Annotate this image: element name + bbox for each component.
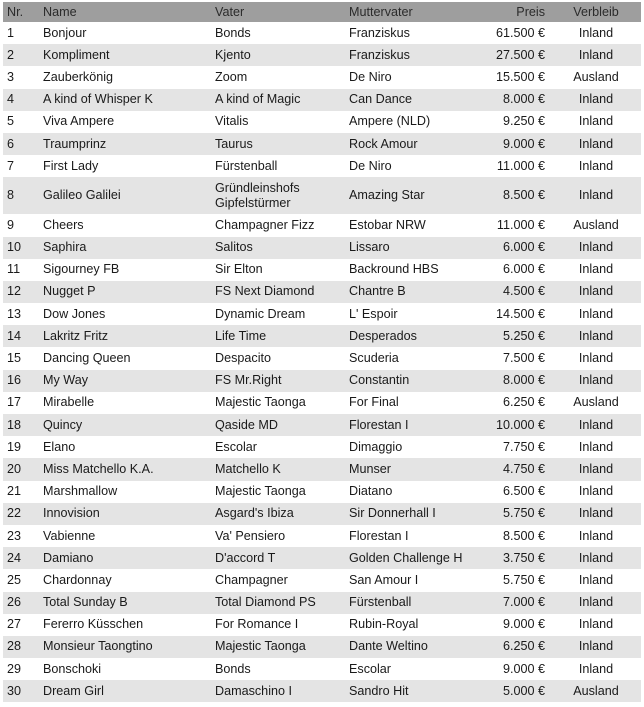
table-body xyxy=(3,22,641,702)
cell-verbleib: Inland xyxy=(578,661,614,676)
cell-nr: 21 xyxy=(7,484,22,499)
cell-vater: Taurus xyxy=(215,136,253,151)
cell-nr: 14 xyxy=(7,328,22,343)
cell-name: Bonjour xyxy=(43,25,87,40)
table-row xyxy=(3,592,641,614)
cell-verbleib: Inland xyxy=(578,328,614,343)
cell-name: Damiano xyxy=(43,550,94,565)
cell-name: Elano xyxy=(43,439,76,454)
table-row xyxy=(3,370,641,392)
cell-muttervater: Can Dance xyxy=(349,92,413,107)
cell-preis: 9.000 € xyxy=(502,661,545,676)
cell-nr: 23 xyxy=(7,528,22,543)
cell-preis: 6.000 € xyxy=(502,240,545,255)
cell-name: Dow Jones xyxy=(43,306,106,321)
cell-nr: 20 xyxy=(7,461,22,476)
table-row xyxy=(3,436,641,458)
cell-name: Vabienne xyxy=(43,528,96,543)
cell-nr: 2 xyxy=(7,47,15,62)
cell-name: My Way xyxy=(43,373,89,388)
cell-preis: 6.500 € xyxy=(502,484,545,499)
cell-verbleib: Inland xyxy=(578,461,614,476)
table-row xyxy=(3,133,641,155)
cell-vater: Fürstenball xyxy=(215,158,278,173)
cell-nr: 18 xyxy=(7,417,22,432)
table-row xyxy=(3,214,641,236)
cell-vater: Majestic Taonga xyxy=(215,484,306,499)
cell-nr: 3 xyxy=(7,69,15,84)
cell-nr: 4 xyxy=(7,92,15,107)
cell-vater: Vitalis xyxy=(215,114,249,129)
header-muttervater: Muttervater xyxy=(345,2,471,22)
table-row xyxy=(3,237,641,259)
cell-preis: 15.500 € xyxy=(495,69,545,84)
cell-nr: 28 xyxy=(7,639,22,654)
table-row xyxy=(3,458,641,480)
cell-nr: 24 xyxy=(7,550,22,565)
cell-muttervater: Backround HBS xyxy=(349,262,439,277)
cell-verbleib: Inland xyxy=(578,506,614,521)
cell-name: Mirabelle xyxy=(43,395,95,410)
header-verbleib: Verbleib xyxy=(551,2,641,22)
table-row xyxy=(3,392,641,414)
cell-vater: Majestic Taonga xyxy=(215,395,306,410)
cell-name: Nugget P xyxy=(43,284,96,299)
table-row xyxy=(3,66,641,88)
cell-muttervater: Golden Challenge H xyxy=(349,550,463,565)
cell-muttervater: Constantin xyxy=(349,373,410,388)
cell-preis: 9.000 € xyxy=(502,617,545,632)
cell-vater: Matchello K xyxy=(215,461,281,476)
table-row xyxy=(3,614,641,636)
cell-muttervater: Diatano xyxy=(349,484,393,499)
cell-verbleib: Inland xyxy=(578,136,614,151)
cell-nr: 6 xyxy=(7,136,15,151)
cell-vater: Qaside MD xyxy=(215,417,278,432)
table-row xyxy=(3,658,641,680)
cell-preis: 9.250 € xyxy=(502,114,545,129)
cell-muttervater: Rock Amour xyxy=(349,136,418,151)
cell-preis: 9.000 € xyxy=(502,136,545,151)
table-row xyxy=(3,111,641,133)
cell-nr: 8 xyxy=(7,188,15,203)
cell-preis: 5.250 € xyxy=(502,328,545,343)
cell-nr: 10 xyxy=(7,240,22,255)
cell-verbleib: Inland xyxy=(578,373,614,388)
table-row xyxy=(3,259,641,281)
table-row xyxy=(3,303,641,325)
table-row xyxy=(3,325,641,347)
cell-muttervater: Ampere (NLD) xyxy=(349,114,431,129)
header-name: Name xyxy=(39,2,211,22)
cell-vater: Majestic Taonga xyxy=(215,639,306,654)
cell-muttervater: Munser xyxy=(349,461,391,476)
cell-preis: 14.500 € xyxy=(495,306,545,321)
cell-vater: Damaschino I xyxy=(215,683,292,698)
cell-name: Bonschoki xyxy=(43,661,102,676)
cell-muttervater: Dante Weltino xyxy=(349,639,428,654)
cell-preis: 8.500 € xyxy=(502,188,545,203)
cell-muttervater: Chantre B xyxy=(349,284,406,299)
cell-nr: 29 xyxy=(7,661,22,676)
cell-vater: Champagner Fizz xyxy=(215,217,315,232)
table-row xyxy=(3,680,641,702)
cell-verbleib: Inland xyxy=(578,25,614,40)
cell-nr: 22 xyxy=(7,506,22,521)
table-row xyxy=(3,155,641,177)
cell-muttervater: Sandro Hit xyxy=(349,683,409,698)
cell-verbleib: Inland xyxy=(578,92,614,107)
cell-verbleib: Inland xyxy=(578,550,614,565)
cell-muttervater: De Niro xyxy=(349,158,392,173)
cell-verbleib: Inland xyxy=(578,262,614,277)
cell-verbleib: Inland xyxy=(578,188,614,203)
cell-muttervater: De Niro xyxy=(349,69,392,84)
cell-vater: A kind of Magic xyxy=(215,92,301,107)
cell-muttervater: San Amour I xyxy=(349,572,419,587)
cell-muttervater: Franziskus xyxy=(349,47,410,62)
cell-nr: 17 xyxy=(7,395,22,410)
cell-preis: 8.000 € xyxy=(502,373,545,388)
cell-vater: Zoom xyxy=(215,69,248,84)
cell-muttervater: Lissaro xyxy=(349,240,390,255)
cell-name: Lakritz Fritz xyxy=(43,328,109,343)
cell-preis: 61.500 € xyxy=(495,25,545,40)
table-row xyxy=(3,89,641,111)
cell-name: Galileo Galilei xyxy=(43,188,121,203)
cell-preis: 11.000 € xyxy=(496,158,545,173)
cell-verbleib: Ausland xyxy=(573,69,619,84)
cell-muttervater: L' Espoir xyxy=(349,306,398,321)
cell-preis: 6.000 € xyxy=(502,262,545,277)
cell-name: Miss Matchello K.A. xyxy=(43,461,154,476)
cell-vater: Total Diamond PS xyxy=(215,595,316,610)
cell-verbleib: Inland xyxy=(578,528,614,543)
cell-verbleib: Inland xyxy=(578,439,614,454)
table-row xyxy=(3,281,641,303)
cell-name: Saphira xyxy=(43,240,87,255)
cell-vater: Bonds xyxy=(215,25,251,40)
cell-nr: 15 xyxy=(7,351,22,366)
cell-name: Dream Girl xyxy=(43,683,104,698)
cell-muttervater: Scuderia xyxy=(349,351,399,366)
cell-nr: 1 xyxy=(7,25,15,40)
cell-muttervater: Florestan I xyxy=(349,417,409,432)
cell-vater: For Romance I xyxy=(215,617,299,632)
cell-preis: 7.500 € xyxy=(502,351,545,366)
table-row xyxy=(3,481,641,503)
cell-name: Zauberkönig xyxy=(43,69,114,84)
table-row xyxy=(3,525,641,547)
table-row xyxy=(3,547,641,569)
table-row xyxy=(3,503,641,525)
cell-muttervater: Fürstenball xyxy=(349,595,412,610)
cell-preis: 8.000 € xyxy=(502,92,545,107)
cell-vater: Va' Pensiero xyxy=(215,528,286,543)
cell-verbleib: Inland xyxy=(578,617,614,632)
cell-verbleib: Inland xyxy=(578,484,614,499)
cell-name: First Lady xyxy=(43,158,99,173)
cell-verbleib: Inland xyxy=(578,284,614,299)
cell-muttervater: Franziskus xyxy=(349,25,410,40)
table-row xyxy=(3,636,641,658)
table-row xyxy=(3,177,641,214)
cell-preis: 5.750 € xyxy=(502,572,545,587)
cell-preis: 8.500 € xyxy=(502,528,545,543)
cell-name: Innovision xyxy=(43,506,100,521)
cell-vater: FS Mr.Right xyxy=(215,373,282,388)
cell-verbleib: Ausland xyxy=(573,395,619,410)
cell-vater: Bonds xyxy=(215,661,251,676)
cell-nr: 27 xyxy=(7,617,22,632)
cell-preis: 5.750 € xyxy=(502,506,545,521)
cell-preis: 10.000 € xyxy=(495,417,545,432)
cell-verbleib: Ausland xyxy=(573,683,619,698)
cell-preis: 7.750 € xyxy=(502,439,545,454)
cell-name: Total Sunday B xyxy=(43,595,128,610)
cell-muttervater: Rubin-Royal xyxy=(349,617,419,632)
cell-vater: D'accord T xyxy=(215,550,276,565)
cell-vater: Kjento xyxy=(215,47,251,62)
cell-verbleib: Inland xyxy=(578,351,614,366)
cell-verbleib: Inland xyxy=(578,158,614,173)
header-nr: Nr. xyxy=(3,2,39,22)
cell-muttervater: Dimaggio xyxy=(349,439,403,454)
cell-name: Fererro Küsschen xyxy=(43,617,144,632)
cell-nr: 13 xyxy=(7,306,22,321)
cell-preis: 27.500 € xyxy=(495,47,545,62)
cell-vater: Life Time xyxy=(215,328,267,343)
table-row xyxy=(3,44,641,66)
cell-preis: 5.000 € xyxy=(502,683,545,698)
table-header xyxy=(3,2,641,22)
cell-vater: Salitos xyxy=(215,240,253,255)
cell-nr: 11 xyxy=(7,262,21,277)
cell-vater: Dynamic Dream xyxy=(215,306,306,321)
cell-verbleib: Inland xyxy=(578,114,614,129)
cell-verbleib: Ausland xyxy=(573,217,619,232)
cell-name: Monsieur Taongtino xyxy=(43,639,153,654)
cell-nr: 16 xyxy=(7,373,22,388)
cell-name: Kompliment xyxy=(43,47,110,62)
cell-verbleib: Inland xyxy=(578,595,614,610)
cell-name: Marshmallow xyxy=(43,484,118,499)
table-row xyxy=(3,569,641,591)
cell-name: Sigourney FB xyxy=(43,262,120,277)
cell-vater: Escolar xyxy=(215,439,257,454)
table-row xyxy=(3,347,641,369)
cell-name: Quincy xyxy=(43,417,83,432)
cell-vater: Sir Elton xyxy=(215,262,263,277)
cell-muttervater: Desperados xyxy=(349,328,417,343)
cell-nr: 19 xyxy=(7,439,22,454)
cell-preis: 6.250 € xyxy=(502,639,545,654)
cell-verbleib: Inland xyxy=(578,417,614,432)
cell-nr: 5 xyxy=(7,114,15,129)
cell-preis: 3.750 € xyxy=(502,550,545,565)
cell-name: Traumprinz xyxy=(43,136,107,151)
cell-name: Dancing Queen xyxy=(43,351,131,366)
cell-muttervater: Escolar xyxy=(349,661,391,676)
header-preis: Preis xyxy=(471,2,551,22)
cell-nr: 25 xyxy=(7,572,22,587)
cell-preis: 7.000 € xyxy=(502,595,545,610)
header-row xyxy=(3,2,641,22)
table-row xyxy=(3,414,641,436)
cell-name: Viva Ampere xyxy=(43,114,115,129)
auction-results-table xyxy=(3,2,641,702)
cell-muttervater: Sir Donnerhall I xyxy=(349,506,436,521)
cell-preis: 6.250 € xyxy=(502,395,545,410)
cell-verbleib: Inland xyxy=(578,240,614,255)
cell-muttervater: Florestan I xyxy=(349,528,409,543)
cell-name: A kind of Whisper K xyxy=(43,92,153,107)
cell-vater: Despacito xyxy=(215,351,272,366)
cell-muttervater: Estobar NRW xyxy=(349,217,426,232)
cell-muttervater: For Final xyxy=(349,395,399,410)
cell-nr: 7 xyxy=(7,158,15,173)
cell-preis: 11.000 € xyxy=(496,217,545,232)
cell-vater: Gründleinshofs Gipfelstürmer xyxy=(215,180,300,210)
cell-nr: 30 xyxy=(7,683,22,698)
cell-name: Chardonnay xyxy=(43,572,112,587)
cell-verbleib: Inland xyxy=(578,572,614,587)
cell-name: Cheers xyxy=(43,217,84,232)
cell-verbleib: Inland xyxy=(578,47,614,62)
cell-verbleib: Inland xyxy=(578,306,614,321)
table-row xyxy=(3,22,641,44)
header-vater: Vater xyxy=(211,2,345,22)
cell-muttervater: Amazing Star xyxy=(349,188,425,203)
cell-vater: Champagner xyxy=(215,572,288,587)
cell-nr: 9 xyxy=(7,217,15,232)
cell-vater: Asgard's Ibiza xyxy=(215,506,294,521)
cell-verbleib: Inland xyxy=(578,639,614,654)
cell-preis: 4.500 € xyxy=(502,284,545,299)
cell-nr: 12 xyxy=(7,284,22,299)
cell-nr: 26 xyxy=(7,595,22,610)
cell-preis: 4.750 € xyxy=(502,461,545,476)
cell-vater: FS Next Diamond xyxy=(215,284,315,299)
